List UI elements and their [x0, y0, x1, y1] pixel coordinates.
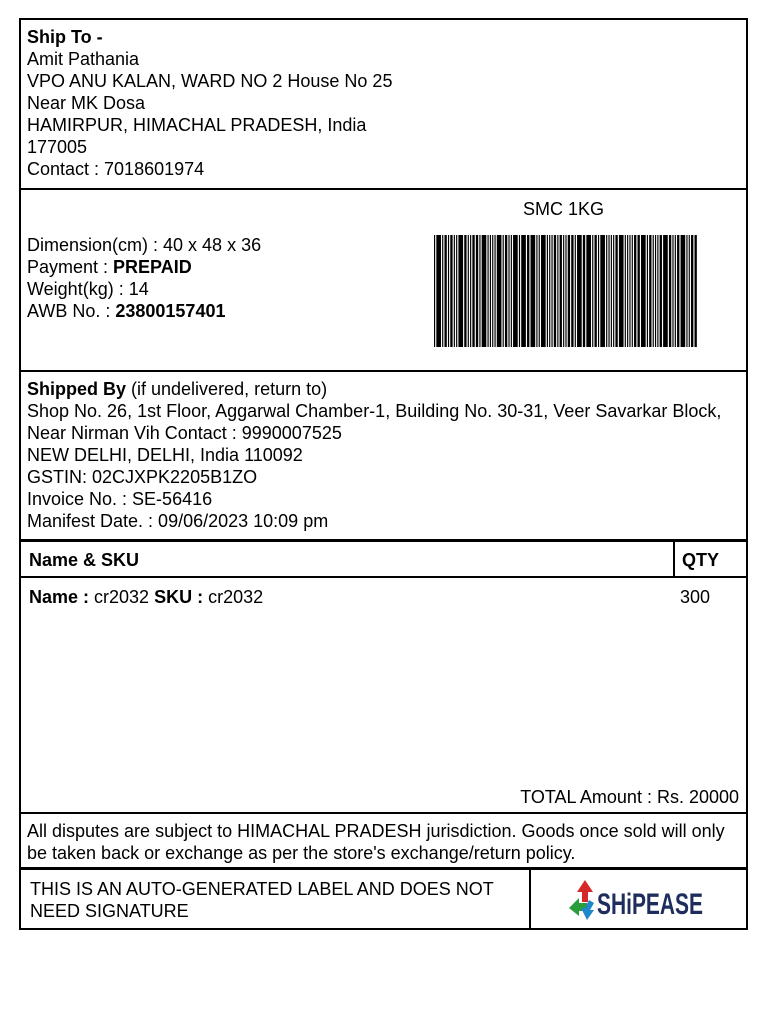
sender-city: NEW DELHI, DELHI, India 110092	[27, 445, 303, 465]
barcode-bar	[551, 235, 552, 347]
barcode-bar	[672, 235, 673, 347]
barcode-bar	[519, 235, 520, 347]
barcode-bar	[560, 235, 562, 347]
barcode-bar	[450, 235, 452, 347]
barcode-bar	[669, 235, 671, 347]
recipient-contact: Contact : 7018601974	[27, 159, 205, 179]
barcode-bar	[521, 235, 526, 347]
barcode-bar	[549, 235, 550, 347]
barcode-bar	[598, 235, 599, 347]
barcode-bar	[606, 235, 607, 347]
barcode-bar	[436, 235, 441, 347]
column-header-qty: QTY	[682, 550, 720, 570]
gstin: GSTIN: 02CJXPK2205B1ZO	[27, 467, 258, 487]
barcode-bar	[608, 235, 609, 347]
disputes-text: All disputes are subject to HIMACHAL PRADESH jurisdiction. Goods once sold will only be taken back or exchange as per the store's exchange/return policy.	[27, 821, 725, 863]
logo-arrow-red	[577, 880, 593, 902]
barcode-bar	[613, 235, 614, 347]
footer-section	[21, 870, 746, 930]
barcode-bar	[577, 235, 582, 347]
table-header	[21, 542, 746, 578]
barcode-bar	[448, 235, 449, 347]
barcode-bar	[547, 235, 548, 347]
barcode-bar	[657, 235, 658, 347]
barcode-bar	[686, 235, 687, 347]
sku-label: SKU :	[149, 587, 209, 607]
barcode-bar	[454, 235, 455, 347]
barcode-bar	[458, 235, 463, 347]
barcode-bar	[625, 235, 626, 347]
item-qty: 300	[680, 587, 711, 607]
barcode-bar	[619, 235, 624, 347]
disputes-section	[21, 814, 746, 870]
barcode-bar	[655, 235, 656, 347]
barcode-bar	[508, 235, 509, 347]
barcode-bar	[583, 235, 585, 347]
barcode-bar	[611, 235, 612, 347]
barcode-bar	[468, 235, 469, 347]
items-table	[21, 542, 746, 814]
column-header-name-sku: Name & SKU	[29, 550, 140, 570]
barcode-bar	[492, 235, 493, 347]
item-sku: cr2032	[208, 587, 264, 607]
barcode-bar	[434, 235, 435, 347]
recipient-city-state: HAMIRPUR, HIMACHAL PRADESH, India	[27, 115, 367, 135]
barcode-bar	[442, 235, 443, 347]
barcode-bar	[456, 235, 457, 347]
shipease-logo	[567, 878, 707, 922]
barcode-bar	[541, 235, 546, 347]
barcode-bar	[663, 235, 668, 347]
barcode-bar	[592, 235, 593, 347]
barcode-bar	[527, 235, 529, 347]
barcode-bar	[503, 235, 504, 347]
service-type: SMC 1KG	[523, 199, 605, 219]
barcode-bar	[689, 235, 690, 347]
barcode-bar	[476, 235, 478, 347]
barcode-bar	[600, 235, 605, 347]
barcode-bar	[677, 235, 679, 347]
shipped-by-note: (if undelivered, return to)	[126, 379, 328, 399]
dimension: Dimension(cm) : 40 x 48 x 36	[27, 235, 262, 255]
barcode-bar	[615, 235, 617, 347]
barcode-bar	[464, 235, 466, 347]
shipped-by-heading-row	[27, 378, 746, 400]
ship-to-heading: Ship To -	[27, 27, 103, 47]
barcode-bar	[497, 235, 502, 347]
barcode-bar	[444, 235, 446, 347]
sender-address: Shop No. 26, 1st Floor, Aggarwal Chamber-1, Building No. 30-31, Veer Savarkar Block, Near Nirman Vih Contact : 9990007525	[27, 401, 722, 443]
barcode-bar	[539, 235, 540, 347]
ship-to-section	[21, 20, 746, 190]
awb-label: AWB No. :	[27, 301, 116, 321]
recipient-name: Amit Pathania	[27, 49, 140, 69]
barcode-bar	[629, 235, 630, 347]
shipped-by-heading: Shipped By	[27, 379, 127, 399]
recipient-pincode: 177005	[27, 137, 88, 157]
barcode-bar	[571, 235, 573, 347]
barcode-bar	[557, 235, 558, 347]
recipient-address-line-1: VPO ANU KALAN, WARD NO 2 House No 25	[27, 71, 393, 91]
barcode-bar	[586, 235, 591, 347]
awb-row	[27, 300, 261, 322]
barcode-bar	[660, 235, 662, 347]
barcode-bar	[681, 235, 686, 347]
barcode-bar	[531, 235, 536, 347]
shipping-label	[19, 18, 748, 930]
barcode-bar	[695, 235, 697, 347]
barcode-bar	[568, 235, 570, 347]
payment-label: Payment :	[27, 257, 114, 277]
logo-wordmark: SHiPEASE	[597, 888, 703, 921]
invoice-number: Invoice No. : SE-56416	[27, 489, 213, 509]
barcode-bar	[488, 235, 489, 347]
barcode-bar	[627, 235, 628, 347]
barcode-bar	[479, 235, 480, 347]
payment-row	[27, 256, 261, 278]
payment-value: PREPAID	[113, 257, 192, 277]
shipped-by-section	[21, 372, 746, 542]
barcode-bar	[494, 235, 495, 347]
barcode-bar	[691, 235, 693, 347]
manifest-date: Manifest Date. : 09/06/2023 10:09 pm	[27, 511, 329, 531]
barcode-bar	[505, 235, 507, 347]
barcode-bar	[482, 235, 487, 347]
awb-number: 23800157401	[115, 301, 226, 321]
table-row	[29, 586, 263, 608]
barcode-bar	[565, 235, 566, 347]
barcode-bar	[470, 235, 471, 347]
barcode-bar	[594, 235, 596, 347]
barcode-bar	[641, 235, 646, 347]
shipment-info	[27, 234, 261, 322]
barcode-bar	[653, 235, 654, 347]
barcode-bar	[511, 235, 512, 347]
auto-generated-notice: THIS IS AN AUTO-GENERATED LABEL AND DOES NOT NEED SIGNATURE	[30, 879, 494, 921]
barcode-bar	[575, 235, 576, 347]
barcode-bar	[513, 235, 518, 347]
barcode-bar	[649, 235, 651, 347]
barcode-bar	[675, 235, 676, 347]
barcode-bar	[634, 235, 636, 347]
barcode-bar	[554, 235, 556, 347]
barcode-bar	[563, 235, 564, 347]
weight: Weight(kg) : 14	[27, 279, 149, 299]
awb-barcode	[434, 235, 698, 347]
recipient-address-line-2: Near MK Dosa	[27, 93, 146, 113]
barcode-bar	[472, 235, 474, 347]
barcode-bar	[536, 235, 537, 347]
total-amount: TOTAL Amount : Rs. 20000	[520, 787, 739, 807]
barcode-bar	[490, 235, 491, 347]
footer-divider	[529, 870, 531, 930]
name-label: Name :	[29, 587, 95, 607]
shipment-details-section	[21, 190, 746, 372]
column-divider	[673, 542, 675, 578]
barcode-bar	[647, 235, 648, 347]
item-name: cr2032	[94, 587, 150, 607]
barcode-bar	[638, 235, 640, 347]
barcode-bar	[632, 235, 633, 347]
